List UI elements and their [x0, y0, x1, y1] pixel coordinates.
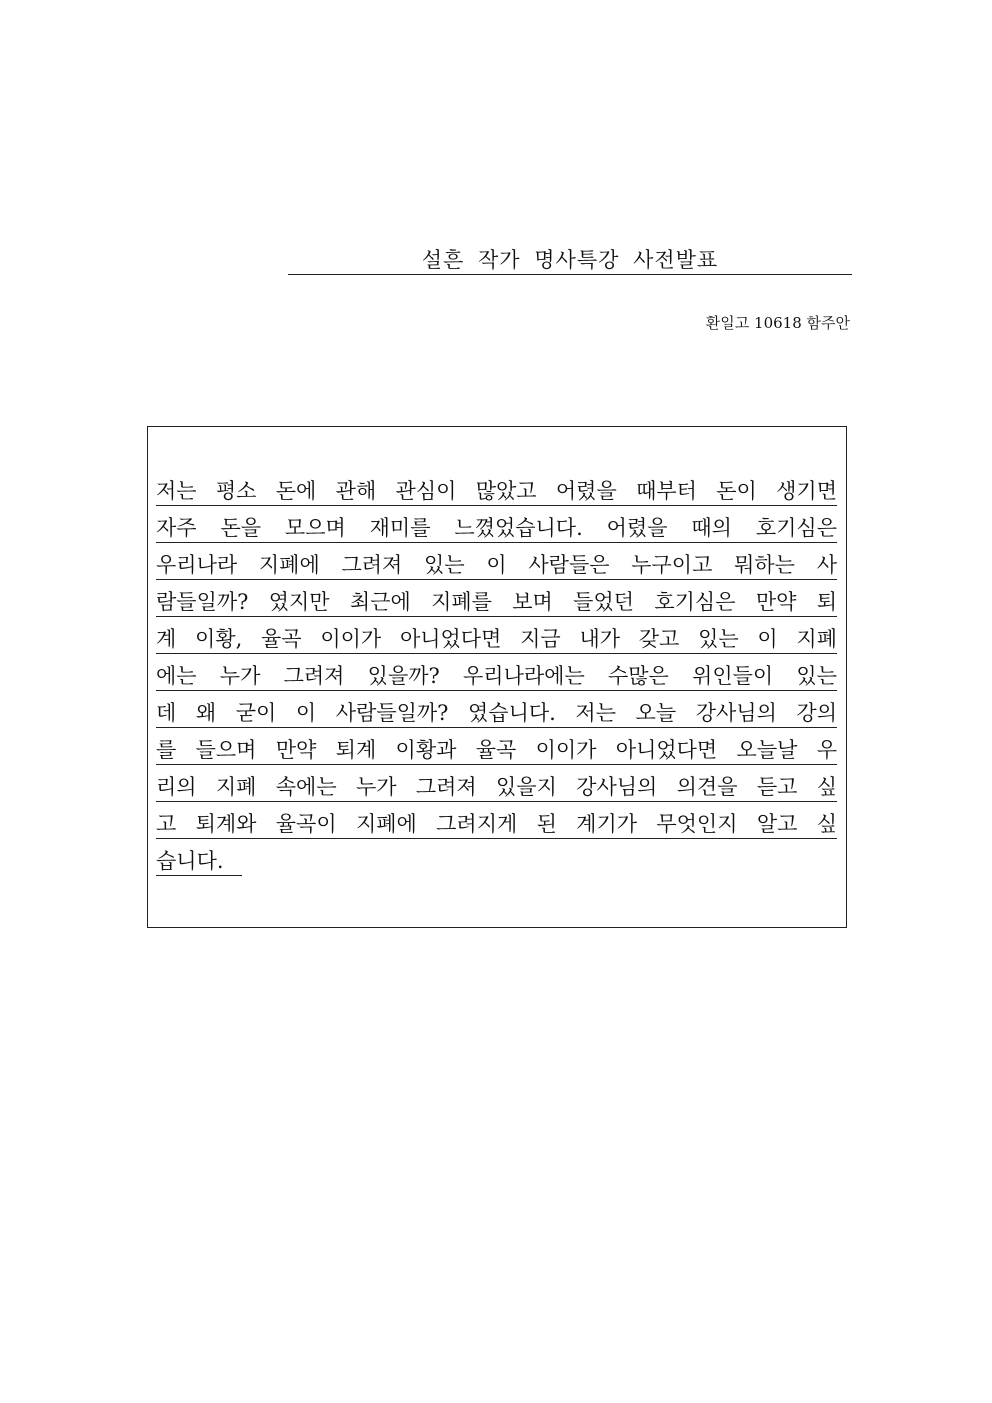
body-line-9: 리의 지폐 속에는 누가 그려져 있을지 강사님의 의견을 듣고 싶	[156, 774, 837, 802]
body-line-2: 자주 돈을 모으며 재미를 느꼈었습니다. 어렸을 때의 호기심은	[156, 515, 837, 543]
document-title: 설흔 작가 명사특강 사전발표	[288, 246, 852, 275]
body-line-10: 고 퇴계와 율곡이 지폐에 그려지게 된 계기가 무엇인지 알고 싶	[156, 811, 837, 839]
body-line-4: 람들일까? 였지만 최근에 지폐를 보며 들었던 호기심은 만약 퇴	[156, 589, 837, 617]
body-line-3: 우리나라 지폐에 그려져 있는 이 사람들은 누구이고 뭐하는 사	[156, 552, 837, 580]
body-line-1: 저는 평소 돈에 관해 관심이 많았고 어렸을 때부터 돈이 생기면	[156, 478, 837, 506]
body-line-7: 데 왜 굳이 이 사람들일까? 였습니다. 저는 오늘 강사님의 강의	[156, 700, 837, 728]
content-box	[147, 426, 847, 928]
body-line-8: 를 들으며 만약 퇴계 이황과 율곡 이이가 아니었다면 오늘날 우	[156, 737, 837, 765]
body-line-11: 습니다.	[156, 848, 242, 876]
body-line-6: 에는 누가 그려져 있을까? 우리나라에는 수많은 위인들이 있는	[156, 663, 837, 691]
body-line-5: 계 이황, 율곡 이이가 아니었다면 지금 내가 갖고 있는 이 지폐	[156, 626, 837, 654]
author-line: 환일고 10618 함주안	[705, 314, 850, 332]
